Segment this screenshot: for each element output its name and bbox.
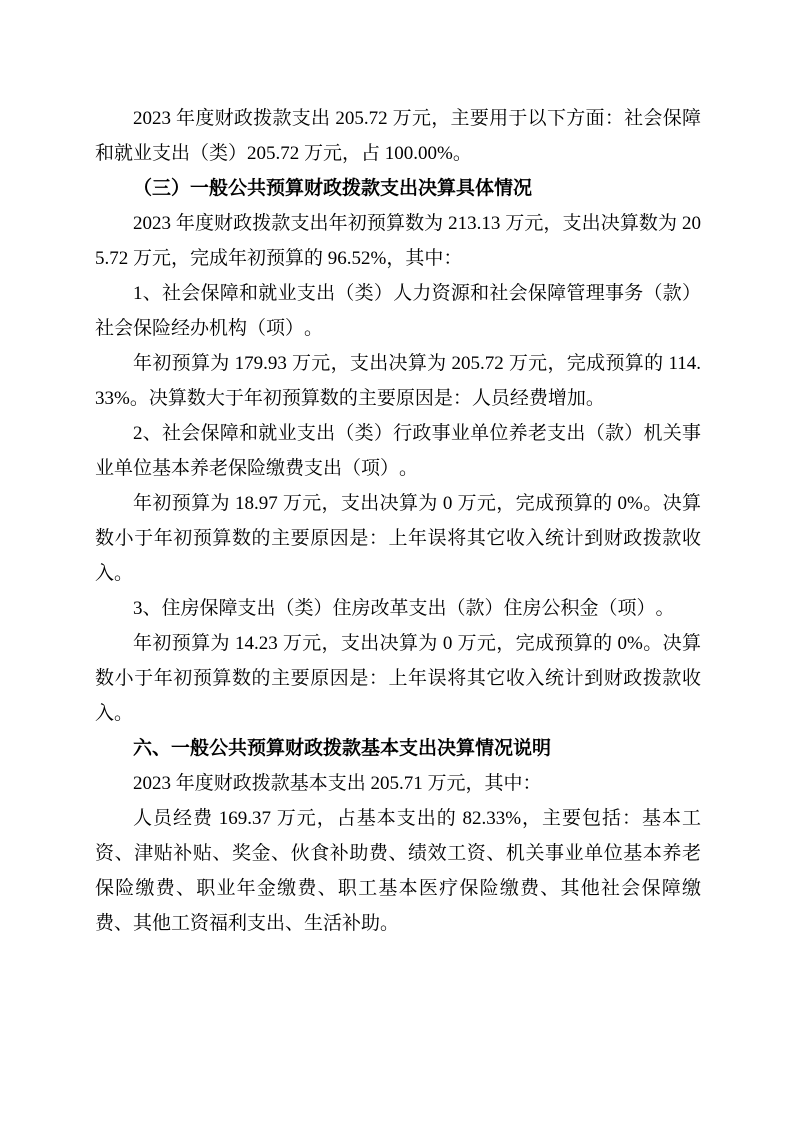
para-item-1-budget-detail: 年初预算为 179.93 万元，支出决算为 205.72 万元，完成预算的 114.33%。决算数大于年初预算数的主要原因是：人员经费增加。 [95, 353, 701, 409]
document-body [95, 101, 701, 941]
para-item-1-social-security-employment: 1、社会保障和就业支出（类）人力资源和社会保障管理事务（款）社会保险经办机构（项）。 [95, 283, 701, 339]
para-personnel-expense-detail: 人员经费 169.37 万元，占基本支出的 82.33%，主要包括：基本工资、津贴补贴、奖金、伙食补助费、绩效工资、机关事业单位基本养老保险缴费、职业年金缴费、职工基本医疗保险缴费、其他社会保障缴费、其他工资福利支出、生活补助。 [95, 808, 701, 934]
para-item-2-budget-detail: 年初预算为 18.97 万元，支出决算为 0 万元，完成预算的 0%。决算数小于年初预算数的主要原因是：上年误将其它收入统计到财政拨款收入。 [95, 493, 701, 584]
para-item-3-budget-detail: 年初预算为 14.23 万元，支出决算为 0 万元，完成预算的 0%。决算数小于年初预算数的主要原因是：上年误将其它收入统计到财政拨款收入。 [95, 633, 701, 724]
para-basic-expenditure-total: 2023 年度财政拨款基本支出 205.71 万元，其中： [133, 773, 542, 794]
para-item-2-pension-contribution: 2、社会保障和就业支出（类）行政事业单位养老支出（款）机关事业单位基本养老保险缴费支出（项）。 [95, 423, 701, 479]
heading-section-3-expenditure-details: （三）一般公共预算财政拨款支出决算具体情况 [133, 178, 533, 199]
heading-section-6-basic-expenditure: 六、一般公共预算财政拨款基本支出决算情况说明 [133, 738, 552, 759]
para-budget-vs-final-overview: 2023 年度财政拨款支出年初预算数为 213.13 万元，支出决算数为 205.72 万元，完成年初预算的 96.52%，其中： [95, 213, 701, 269]
para-fiscal-expenditure-summary: 2023 年度财政拨款支出 205.72 万元，主要用于以下方面：社会保障和就业支出（类）205.72 万元，占 100.00%。 [95, 108, 701, 164]
para-item-3-housing-fund: 3、住房保障支出（类）住房改革支出（款）住房公积金（项）。 [133, 598, 675, 619]
